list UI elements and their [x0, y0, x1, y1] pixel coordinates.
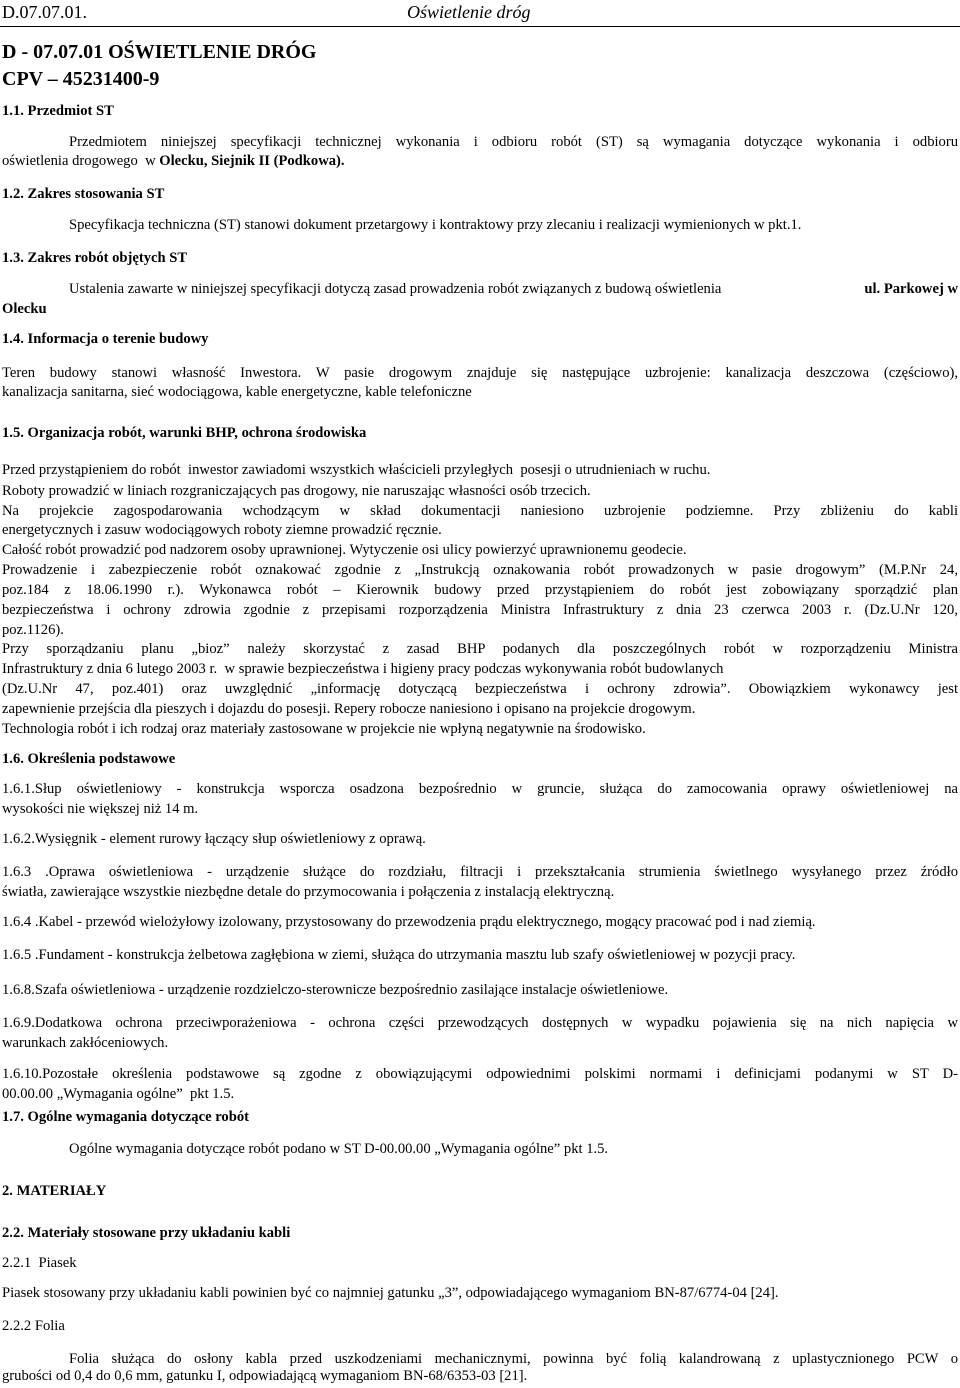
definition-line: 1.6.2.Wysięgnik - element rurowy łączący słup oświetleniowy z oprawą. — [2, 831, 426, 847]
document-cpv-code: CPV – 45231400-9 — [2, 68, 160, 90]
section-2-2-2-paragraph-line: Folia służąca do osłony kabla przed uszkodzeniami mechanicznymi, powinna być folią kalandrowaną z uplastycznionego PCW o — [69, 1351, 958, 1367]
definition-line: 1.6.10.Pozostałe określenia podstawowe są zgodne z obowiązującymi odpowiednimi polskimi normami i definicjami podanymi w ST D- — [2, 1066, 958, 1082]
section-heading-1-3: 1.3. Zakres robót objętych ST — [2, 250, 188, 266]
section-1-5-line: Technologia robót i ich rodzaj oraz materiały zastosowane w projekcie nie wpłyną negatywnie na środowisko. — [2, 721, 646, 737]
section-1-5-line: poz.184 z 18.06.1990 r.). Wykonawca robót – Kierownik budowy przed przystąpieniem do robót jest zobowiązany sporządzić plan — [2, 582, 958, 598]
section-1-3-text: Ustalenia zawarte w niniejszej specyfikacji dotyczą zasad prowadzenia robót związanych z budową oświetlenia — [69, 281, 726, 297]
definition-line: 1.6.4 .Kabel - przewód wielożyłowy izolowany, przystosowany do przewodzenia prądu elektrycznego, mogący pracować pod i nad ziemią. — [2, 914, 816, 930]
header-doc-code: D.07.07.01. — [2, 2, 87, 22]
definition-line: światła, zawierające wszystkie niezbędne detale do przymocowania i połączenia z instalacją elektryczną. — [2, 884, 615, 900]
section-1-1-paragraph-line: Przedmiotem niniejszej specyfikacji technicznej wykonania i odbioru robót (ST) są wymagania dotyczące wykonania i odbioru — [69, 134, 958, 150]
section-1-7-paragraph: Ogólne wymagania dotyczące robót podano w ST D-00.00.00 „Wymagania ogólne” pkt 1.5. — [69, 1141, 609, 1157]
section-1-1-paragraph-line — [2, 153, 345, 170]
section-heading-1-1: 1.1. Przedmiot ST — [2, 103, 114, 119]
section-1-4-paragraph-line: Teren budowy stanowi własność Inwestora. W pasie drogowym znajduje się następujące uzbrojenie: kanalizacja deszczowa (częściowo), — [2, 365, 958, 381]
section-1-5-line: (Dz.U.Nr 47, poz.401) oraz uwzględnić „informację dotyczącą bezpieczeństwa i ochrony zdrowia”. Obowiązkiem wykonawcy jest — [2, 681, 958, 697]
section-1-3-street: ul. Parkowej w — [864, 281, 958, 297]
definition-line: 1.6.8.Szafa oświetleniowa - urządzenie rozdzielczo-sterownicze bezpośrednio zasilające instalacje oświetleniowe. — [2, 982, 669, 998]
document-title: D - 07.07.01 OŚWIETLENIE DRÓG — [2, 41, 317, 63]
section-heading-1-2: 1.2. Zakres stosowania ST — [2, 186, 165, 202]
definition-line: warunkach zakłóceniowych. — [2, 1035, 169, 1051]
section-1-1-text: oświetlenia drogowego w — [2, 153, 160, 169]
definition-line: 1.6.9.Dodatkowa ochrona przeciwporażeniowa - ochrona części przewodzących dostępnych w wypadku pojawienia się na nich napięcia w — [2, 1015, 958, 1031]
section-heading-1-7: 1.7. Ogólne wymagania dotyczące robót — [2, 1109, 249, 1125]
section-1-5-line: energetycznych i zasuw wodociągowych roboty ziemne prowadzić ręcznie. — [2, 522, 442, 538]
section-heading-1-5: 1.5. Organizacja robót, warunki BHP, ochrona środowiska — [2, 425, 367, 441]
section-heading-2-2: 2.2. Materiały stosowane przy układaniu kabli — [2, 1225, 291, 1241]
section-1-5-line: Roboty prowadzić w liniach rozgraniczających pas drogowy, nie naruszając własności osób trzecich. — [2, 483, 591, 499]
section-1-2-paragraph: Specyfikacja techniczna (ST) stanowi dokument przetargowy i kontraktowy przy zlecaniu i realizacji wymienionych w pkt.1. — [69, 217, 802, 233]
definition-line: 1.6.3 .Oprawa oświetleniowa - urządzenie służące do rozdziału, filtracji i przekształcania strumienia świetlnego wysyłanego przez źródło — [2, 864, 958, 880]
section-1-5-line: Na projekcie zagospodarowania wchodzącym w skład dokumentacji naniesiono uzbrojenie podziemne. Przy zbliżeniu do kabli — [2, 503, 958, 519]
section-2-2-1-paragraph: Piasek stosowany przy układaniu kabli powinien być co najmniej gatunku „3”, odpowiadającego wymaganiom BN-87/6774-04 [24]. — [2, 1285, 779, 1301]
section-1-1-location: Olecku, Siejnik II (Podkowa). — [159, 153, 345, 169]
section-1-4-paragraph-line: kanalizacja sanitarna, sieć wodociągowa, kable energetyczne, kable telefoniczne — [2, 384, 472, 400]
section-1-5-line: Infrastruktury z dnia 6 lutego 2003 r. w sprawie bezpieczeństwa i higieny pracy podczas wykonywania robót budowlanych — [2, 661, 724, 677]
section-1-3-town: Olecku — [2, 301, 47, 317]
subsection-heading-2-2-2: 2.2.2 Folia — [2, 1318, 65, 1334]
section-1-5-line: Przy sporządzaniu planu „bioz” należy skorzystać z zasad BHP podanych dla poszczególnych robót w rozporządzeniu Ministra — [2, 641, 958, 657]
section-heading-1-6: 1.6. Określenia podstawowe — [2, 751, 176, 767]
section-1-5-line: Całość robót prowadzić pod nadzorem osoby uprawnionej. Wytyczenie osi ulicy powierzyć uprawnionemu geodecie. — [2, 542, 687, 558]
subsection-heading-2-2-1: 2.2.1 Piasek — [2, 1255, 77, 1271]
section-1-5-line: zapewnienie przejścia dla pieszych i dojazdu do posesji. Repery robocze naniesiono i opisano na projekcie drogowym. — [2, 701, 696, 717]
section-1-5-line: poz.1126). — [2, 622, 64, 638]
header-divider — [0, 26, 960, 27]
definition-line: 1.6.5 .Fundament - konstrukcja żelbetowa zagłębiona w ziemi, służąca do utrzymania masztu lub szafy oświetleniowej w pozycji pracy. — [2, 947, 796, 963]
section-1-5-line: Prowadzenie i zabezpieczenie robót oznakować zgodnie z „Instrukcją oznakowania robót prowadzonych w pasie drogowym” (M.P.Nr 24, — [2, 562, 958, 578]
section-1-5-line: Przed przystąpieniem do robót inwestor zawiadomi wszystkich właścicieli przyległych posesji o utrudnieniach w ruchu. — [2, 462, 711, 478]
definition-line: wysokości nie większej niż 14 m. — [2, 801, 199, 817]
section-heading-2: 2. MATERIAŁY — [2, 1183, 107, 1199]
definition-line: 00.00.00 „Wymagania ogólne” pkt 1.5. — [2, 1086, 235, 1102]
section-1-3-paragraph-line — [69, 281, 958, 298]
section-heading-1-4: 1.4. Informacja o terenie budowy — [2, 331, 209, 347]
section-1-5-line: bezpieczeństwa i ochrony zdrowia zgodnie z przepisami rozporządzenia Ministra Infrastruktury z dnia 23 czerwca 2003 r. (Dz.U.Nr 120, — [2, 602, 958, 618]
definition-line: 1.6.1.Słup oświetleniowy - konstrukcja wsporcza osadzona bezpośrednio w gruncie, służąca do zamocowania oprawy oświetleniowej na — [2, 781, 958, 797]
header-doc-subject: Oświetlenie dróg — [407, 2, 531, 22]
section-2-2-2-paragraph-line: grubości od 0,4 do 0,6 mm, gatunku I, odpowiadającą wymaganiom BN-68/6353-03 [21]. — [2, 1368, 528, 1384]
